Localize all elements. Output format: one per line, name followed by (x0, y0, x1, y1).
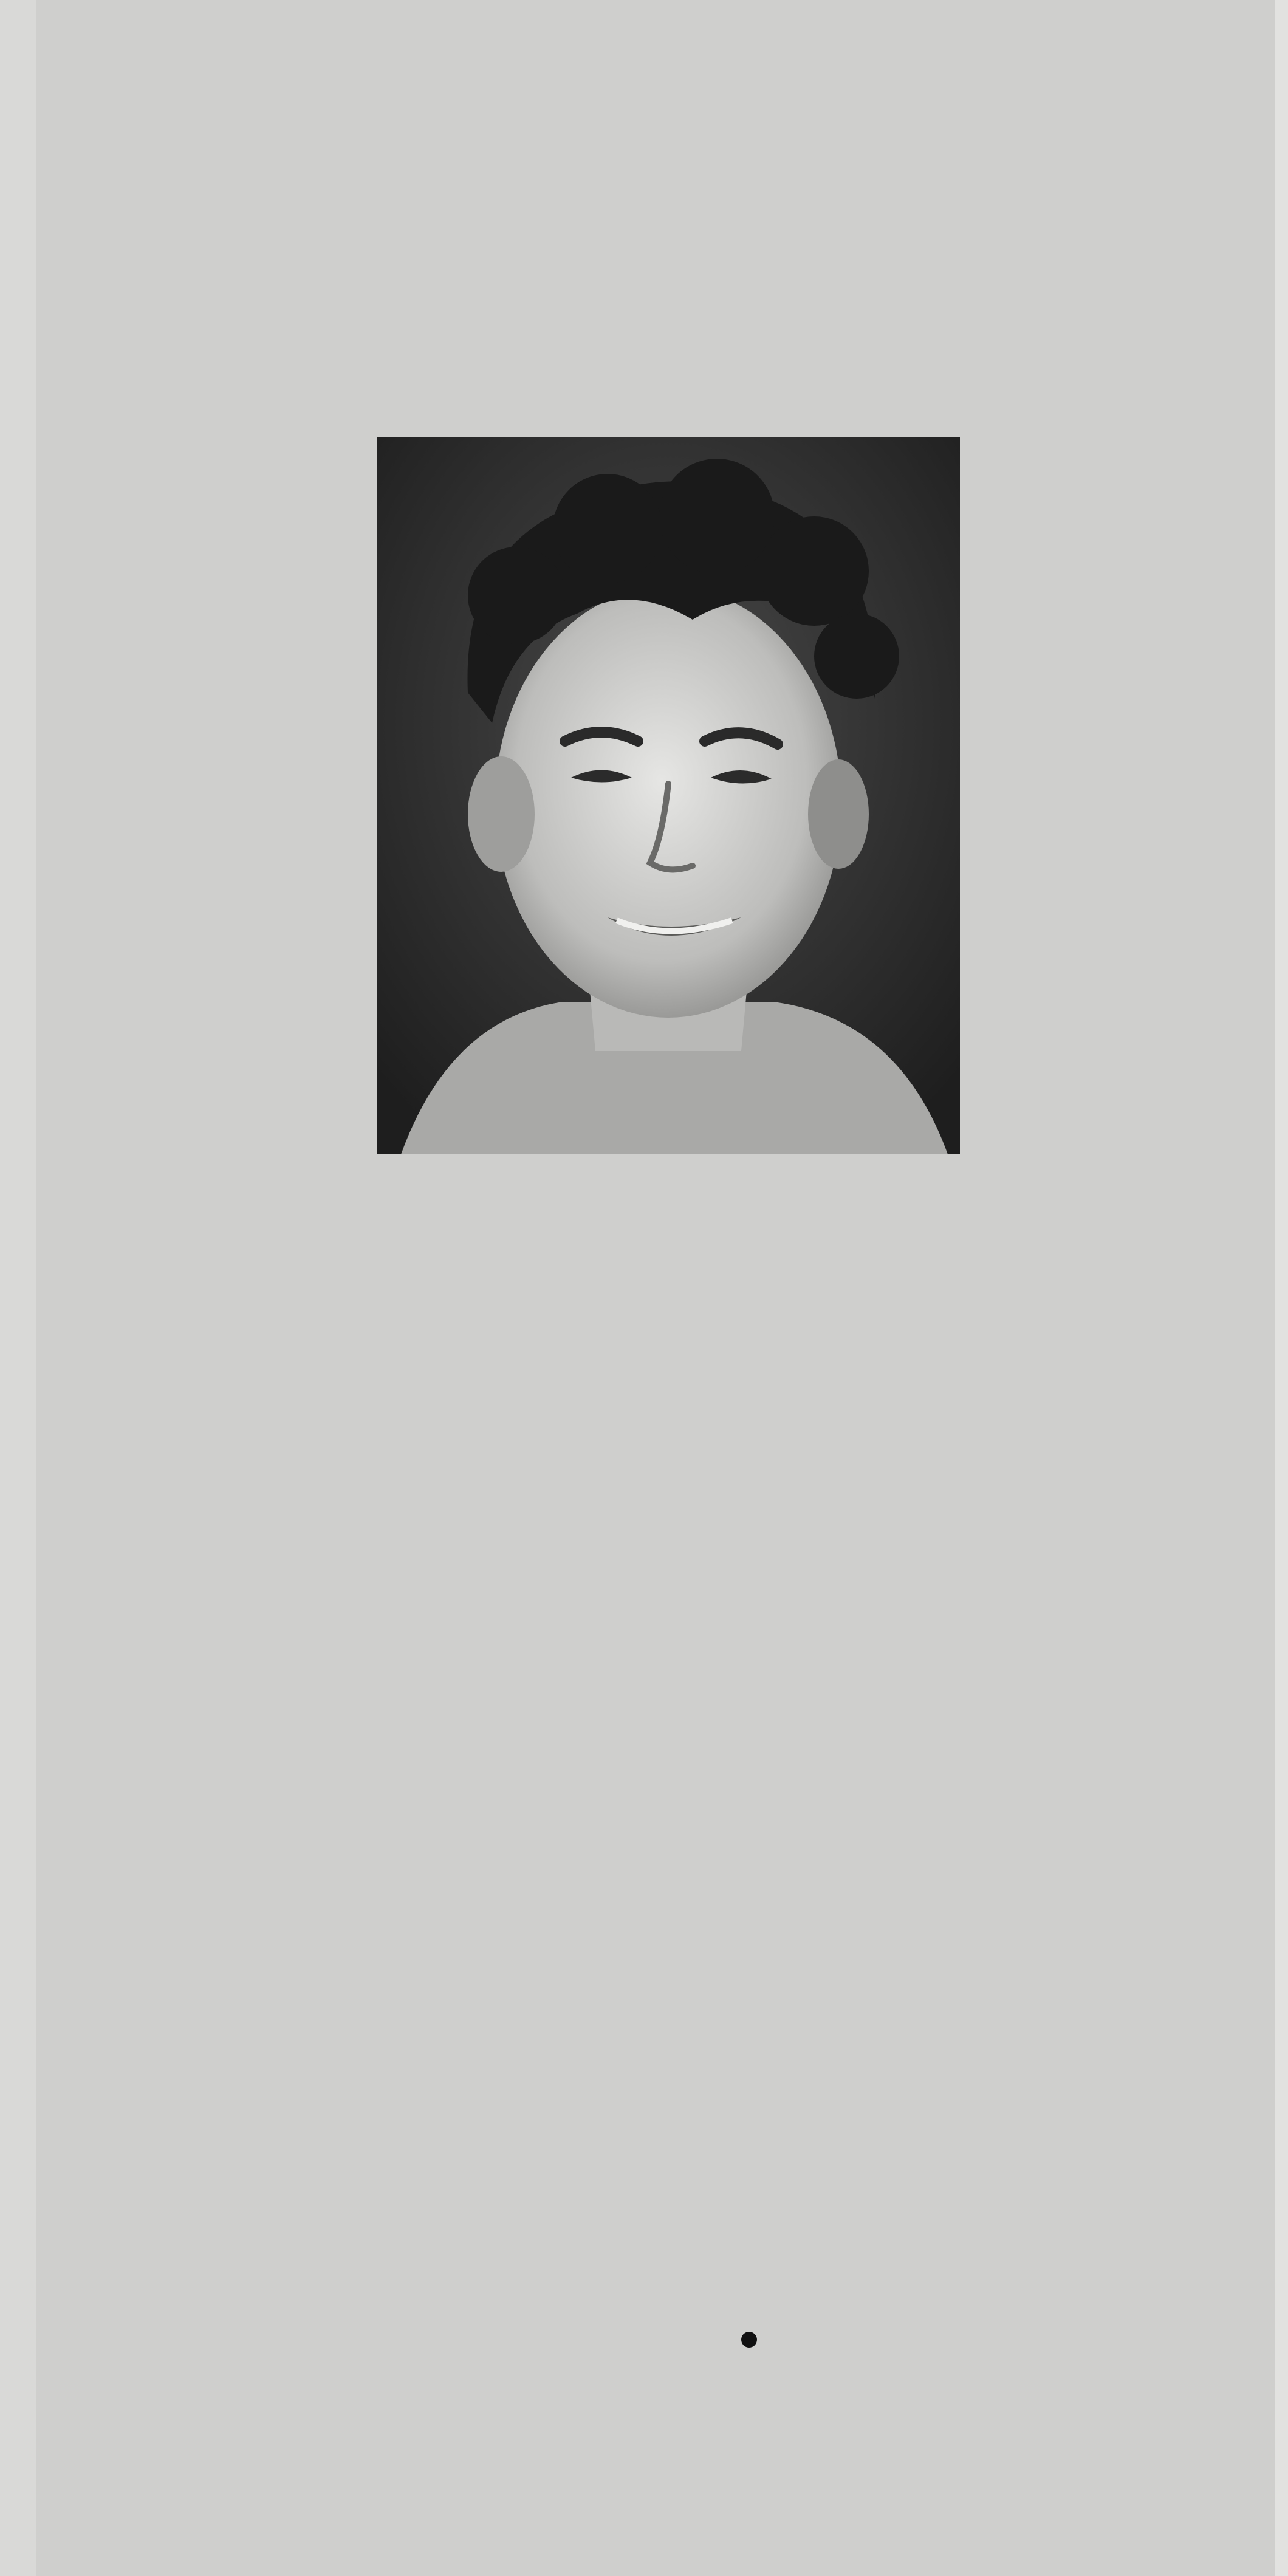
handwritten-note (407, 380, 1209, 401)
author-photo (377, 437, 960, 1154)
spacer (53, 429, 369, 441)
bottom-quotes-column-2 (662, 2369, 948, 2564)
spacer (53, 417, 369, 429)
scan-edge-right (1275, 0, 1288, 2576)
stray-margin-mark (1269, 474, 1288, 632)
spacer (53, 441, 369, 453)
byline (741, 2330, 954, 2351)
portrait-illustration (377, 437, 960, 1154)
bullet-icon (741, 2332, 757, 2348)
bottom-quotes-column-1 (352, 2369, 638, 2564)
scan-edge-left (0, 0, 36, 2576)
left-quotes-column (53, 408, 369, 462)
